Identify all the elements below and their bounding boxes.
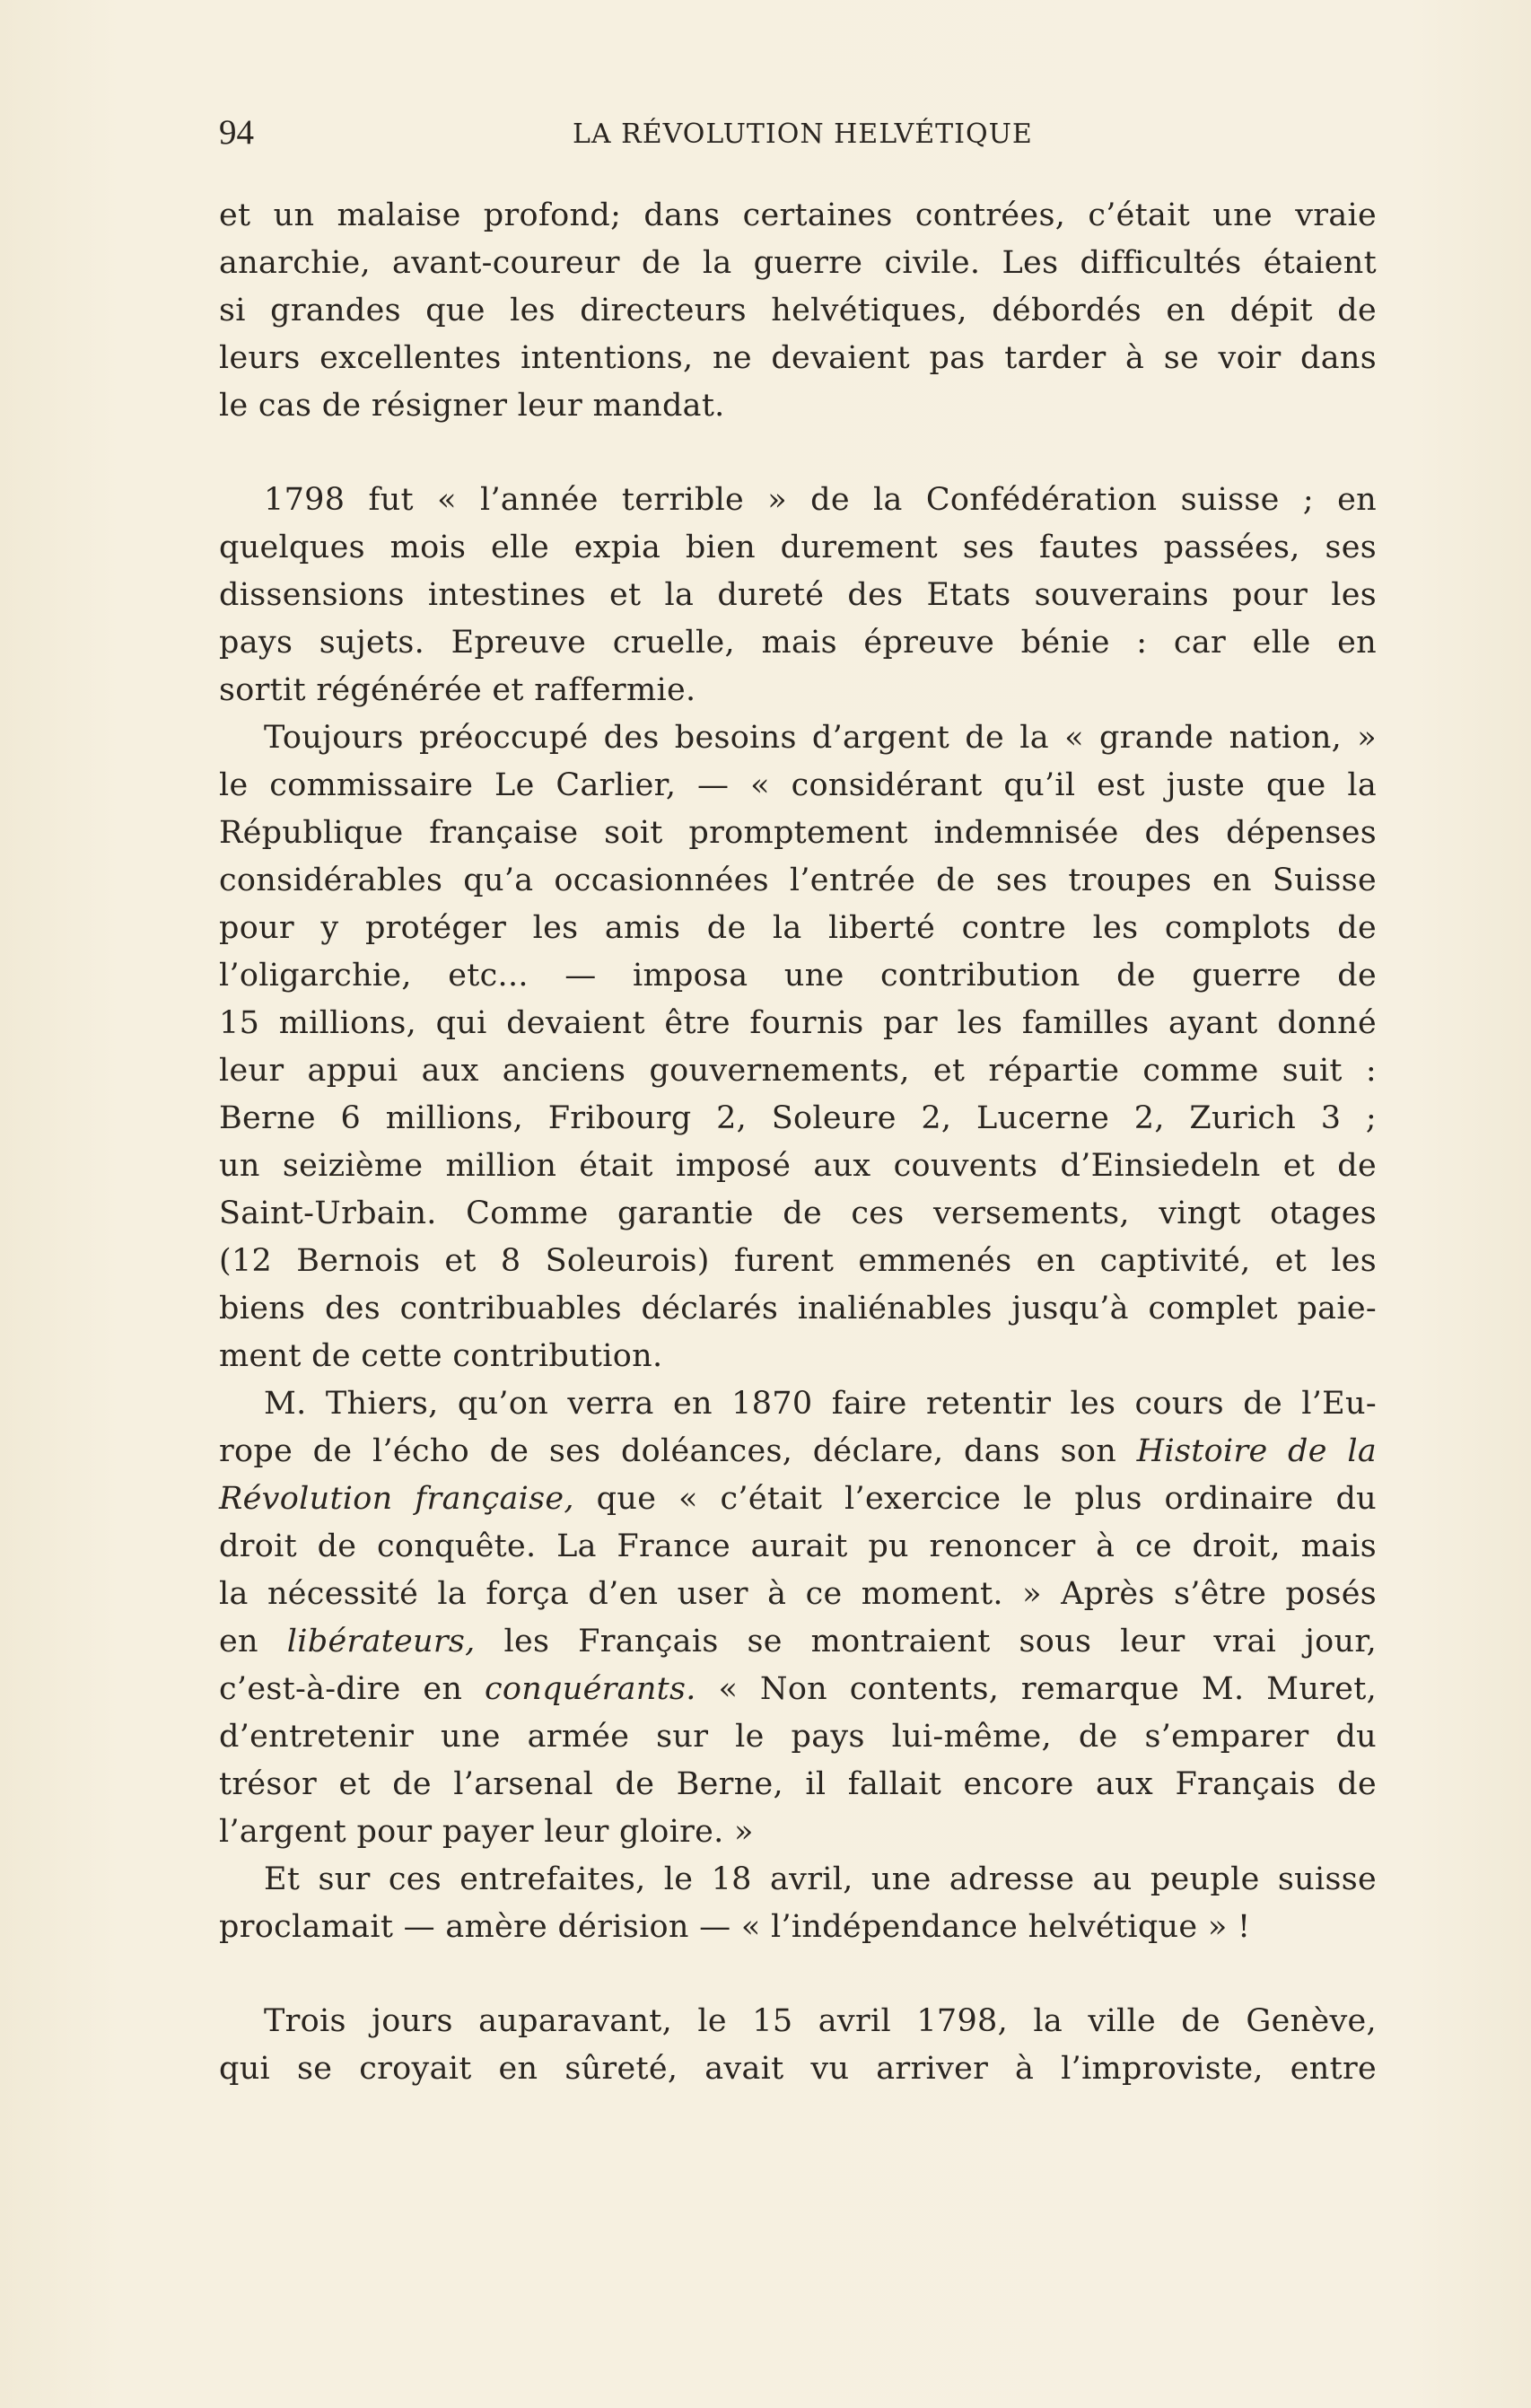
text-line: sortit régénérée et raffermie. bbox=[219, 672, 696, 708]
text-line: Toujours préoccupé des besoins d’argent de la « grande nation, » bbox=[264, 720, 1377, 756]
text-line: trésor et de l’arsenal de Berne, il fallait encore aux Français de bbox=[219, 1766, 1377, 1802]
text-run: que « c’était l’exercice le plus ordinaire du bbox=[573, 1481, 1377, 1517]
text-line: quelques mois elle expia bien durement ses fautes passées, ses bbox=[219, 530, 1377, 565]
text-line: leurs excellentes intentions, ne devaient pas tarder à se voir dans bbox=[219, 340, 1377, 376]
text-line: Saint-Urbain. Comme garantie de ces versements, vingt otages bbox=[219, 1195, 1377, 1231]
italic-title: Histoire de la bbox=[1136, 1433, 1377, 1469]
text-run: les Français se montraient sous leur vrai jour, bbox=[475, 1624, 1378, 1659]
text-line: qui se croyait en sûreté, avait vu arriver à l’improviste, entre bbox=[219, 2051, 1377, 2087]
text-line: ment de cette contribution. bbox=[219, 1338, 663, 1374]
text-line: Trois jours auparavant, le 15 avril 1798, la ville de Genève, bbox=[264, 2003, 1377, 2039]
text-line: pays sujets. Epreuve cruelle, mais épreuve bénie : car elle en bbox=[219, 625, 1377, 661]
text-line: l’oligarchie, etc... — imposa une contribution de guerre de bbox=[219, 958, 1377, 994]
text-line: si grandes que les directeurs helvétiques, débordés en dépit de bbox=[219, 293, 1377, 328]
italic-title: Révolution française, bbox=[219, 1481, 574, 1517]
text-run: « Non contents, remarque M. Muret, bbox=[696, 1671, 1377, 1707]
text-line: d’entretenir une armée sur le pays lui-même, de s’emparer du bbox=[219, 1719, 1377, 1755]
body-text bbox=[219, 192, 1377, 2093]
text-line: Et sur ces entrefaites, le 18 avril, une adresse au peuple suisse bbox=[264, 1861, 1377, 1897]
text-line: 1798 fut « l’année terrible » de la Confédération suisse ; en bbox=[264, 482, 1377, 518]
text-line: (12 Bernois et 8 Soleurois) furent emmenés en captivité, et les bbox=[219, 1243, 1377, 1279]
text-line: droit de conquête. La France aurait pu renoncer à ce droit, mais bbox=[219, 1528, 1377, 1564]
running-title: LA RÉVOLUTION HELVÉTIQUE bbox=[573, 118, 1033, 150]
text-line: biens des contribuables déclarés inaliénables jusqu’à complet paie- bbox=[219, 1291, 1377, 1327]
text-line: l’argent pour payer leur gloire. » bbox=[219, 1814, 754, 1850]
text-line: leur appui aux anciens gouvernements, et répartie comme suit : bbox=[219, 1053, 1377, 1089]
text-line: République française soit promptement indemnisée des dépenses bbox=[219, 815, 1377, 851]
text-line: considérables qu’a occasionnées l’entrée de ses troupes en Suisse bbox=[219, 863, 1377, 898]
text-run: rope de l’écho de ses doléances, déclare, dans son bbox=[219, 1433, 1137, 1469]
text-line bbox=[219, 1618, 1377, 1666]
text-line: le commissaire Le Carlier, — « considérant qu’il est juste que la bbox=[219, 767, 1377, 803]
italic-term: conquérants. bbox=[484, 1671, 696, 1707]
text-line: la nécessité la força d’en user à ce moment. » Après s’être posés bbox=[219, 1576, 1377, 1612]
text-line bbox=[219, 1666, 1377, 1713]
text-line bbox=[219, 1428, 1377, 1475]
italic-term: libérateurs, bbox=[286, 1624, 476, 1659]
page-number: 94 bbox=[219, 113, 254, 152]
text-line bbox=[219, 1475, 1377, 1523]
text-line: et un malaise profond; dans certaines contrées, c’était une vraie bbox=[219, 197, 1377, 233]
text-line: proclamait — amère dérision — « l’indépendance helvétique » ! bbox=[219, 1909, 1251, 1945]
text-line: pour y protéger les amis de la liberté contre les complots de bbox=[219, 910, 1377, 946]
page-header bbox=[219, 115, 1377, 151]
text-line: le cas de résigner leur mandat. bbox=[219, 388, 725, 424]
text-run: en bbox=[219, 1624, 287, 1659]
text-line: anarchie, avant-coureur de la guerre civile. Les difficultés étaient bbox=[219, 245, 1377, 281]
text-line: un seizième million était imposé aux couvents d’Einsiedeln et de bbox=[219, 1148, 1377, 1184]
text-line: Berne 6 millions, Fribourg 2, Soleure 2, Lucerne 2, Zurich 3 ; bbox=[219, 1100, 1377, 1136]
text-run: c’est-à-dire en bbox=[219, 1671, 485, 1707]
text-line: 15 millions, qui devaient être fournis par les familles ayant donné bbox=[219, 1005, 1377, 1041]
text-line: M. Thiers, qu’on verra en 1870 faire retentir les cours de l’Eu- bbox=[264, 1386, 1377, 1422]
text-line: dissensions intestines et la dureté des Etats souverains pour les bbox=[219, 577, 1377, 613]
